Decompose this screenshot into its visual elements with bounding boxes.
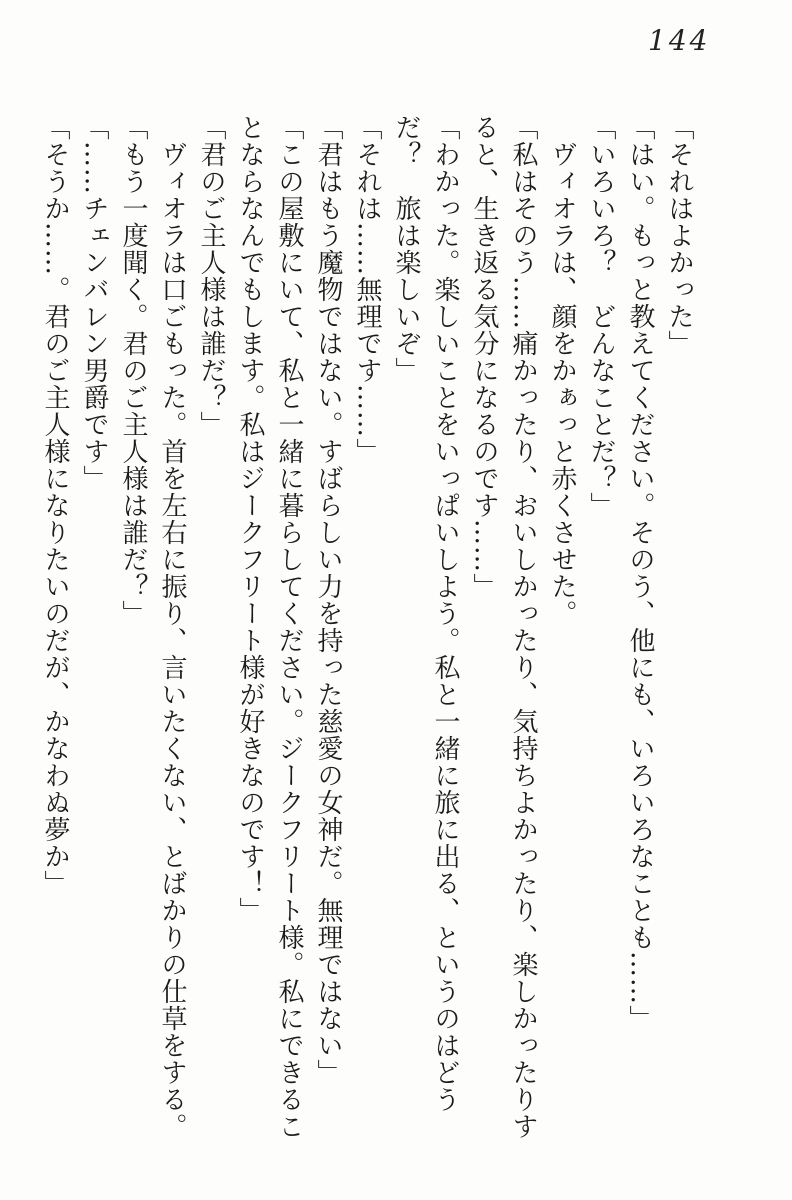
text-line: ヴィオラは口ごもった。首を左右に振り、言いたくない、とばかりの仕草をする。 bbox=[157, 114, 187, 1140]
text-line: 「……チェンバレン男爵です」 bbox=[79, 114, 109, 492]
text-line: 「この屋敷にいて、私と一緒に暮らしてください。ジークフリート様。私にできるこ bbox=[274, 114, 304, 1140]
text-line: 「それは……無理です……」 bbox=[352, 114, 382, 465]
text-line: とならなんでもします。私はジークフリート様が好きなのです！」 bbox=[235, 114, 265, 924]
text-line: ヴィオラは、顔をかぁっと赤くさせた。 bbox=[547, 114, 577, 627]
text-line: 「もう一度聞く。君のご主人様は誰だ？」 bbox=[118, 114, 148, 627]
text-line: 「それはよかった」 bbox=[664, 114, 694, 357]
body-text bbox=[35, 114, 698, 1158]
text-line: だ？ 旅は楽しいぞ」 bbox=[391, 114, 421, 384]
text-line: 「君はもう魔物ではない。すばらしい力を持った慈愛の女神だ。無理ではない」 bbox=[313, 114, 343, 1086]
text-line: 「私はそのう……痛かったり、おいしかったり、気持ちよかったり、楽しかったりす bbox=[508, 114, 538, 1140]
text-line: 「いろいろ？ どんなことだ？」 bbox=[586, 114, 616, 519]
text-line: 「わかった。楽しいことをいっぱいしよう。私と一緒に旅に出る、というのはどう bbox=[430, 114, 460, 1113]
page-number: 144 bbox=[648, 24, 711, 57]
text-line: 「はい。もっと教えてください。そのう、他にも、いろいろなことも……」 bbox=[625, 114, 655, 1032]
text-line: ると、生き返る気分になるのです……」 bbox=[469, 114, 499, 600]
text-line: 「君のご主人様は誰だ？」 bbox=[196, 114, 226, 438]
text-line: 「そうか……。君のご主人様になりたいのだが、かなわぬ夢か」 bbox=[40, 114, 70, 897]
